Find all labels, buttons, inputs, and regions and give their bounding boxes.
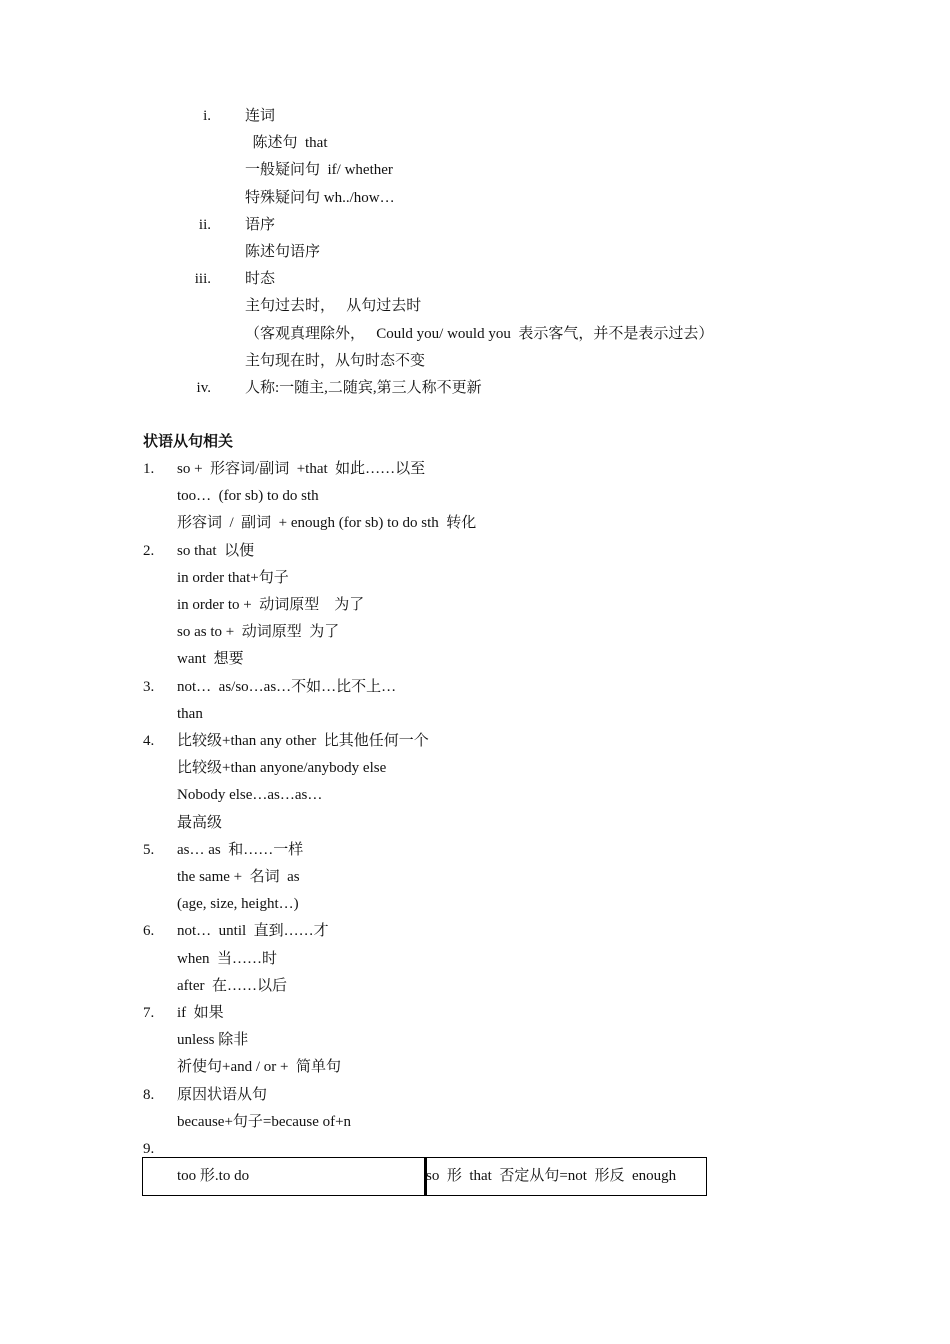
list-line: not… as/so…as…不如…比不上… xyxy=(177,678,397,695)
list-line: when 当……时 xyxy=(177,950,277,967)
list-line: 比较级+than any other 比其他任何一个 xyxy=(177,733,429,749)
list-line: 比较级+than anyone/anybody else xyxy=(177,760,387,777)
list-line: not… until 直到……才 xyxy=(177,923,329,940)
roman-numeral: ii. xyxy=(198,216,211,233)
list-line: 特殊疑问句 wh../how… xyxy=(245,189,395,206)
list-line: want 想要 xyxy=(177,651,244,668)
list-line: 形容词 / 副词 + enough (for sb) to do sth 转化 xyxy=(177,515,477,532)
list-line: Nobody else…as…as… xyxy=(177,787,323,804)
list-line: （客观真理除外， Could you/ would you 表示客气，并不是表示过去） xyxy=(245,325,714,342)
list-number: 9. xyxy=(143,1141,155,1157)
list-line: the same + 名词 as xyxy=(177,869,300,885)
list-line: (age, size, height…) xyxy=(177,896,299,913)
list-number: 8. xyxy=(143,1086,155,1103)
section-title: 连词 xyxy=(245,108,276,124)
list-number: 6. xyxy=(143,923,155,940)
roman-numeral: iv. xyxy=(196,380,211,396)
table-cell-right: so 形 that 否定从句=not 形反 enough xyxy=(426,1168,677,1184)
list-line: 主句过去时， 从句过去时 xyxy=(245,298,422,315)
table-cell-left: too 形.to do xyxy=(177,1168,250,1184)
list-line: 祈使句+and / or + 简单句 xyxy=(177,1059,341,1076)
adverbial-clause-heading: 状语从句相关 xyxy=(143,432,234,450)
roman-numeral: i. xyxy=(203,108,211,124)
list-number: 4. xyxy=(143,733,155,749)
section-title: 语序 xyxy=(245,216,276,233)
section-title: 人称:一随主,二随宾,第三人称不更新 xyxy=(245,380,482,396)
list-line: in order to + 动词原型 为了 xyxy=(177,597,365,613)
list-line: 陈述句 that xyxy=(245,135,328,152)
list-line: unless 除非 xyxy=(177,1032,249,1049)
list-number: 2. xyxy=(143,542,155,559)
roman-numeral: iii. xyxy=(194,271,211,288)
list-number: 5. xyxy=(143,841,155,858)
list-line: 一般疑问句 if/ whether xyxy=(245,162,393,179)
list-number: 1. xyxy=(143,461,155,477)
section-title: 时态 xyxy=(245,271,276,288)
list-line: 陈述句语序 xyxy=(245,244,321,260)
list-line: as… as 和……一样 xyxy=(177,841,304,858)
list-line: 主句现在时，从句时态不变 xyxy=(245,352,426,369)
list-line: too… (for sb) to do sth xyxy=(177,488,319,505)
list-line: 原因状语从句 xyxy=(177,1086,268,1103)
list-line: so as to + 动词原型 为了 xyxy=(177,624,340,641)
list-line: so that 以便 xyxy=(177,542,255,559)
list-line: in order that+句子 xyxy=(177,569,289,586)
list-number: 7. xyxy=(143,1005,155,1021)
list-line: if 如果 xyxy=(177,1005,224,1021)
list-line: because+句子=because of+n xyxy=(177,1113,352,1130)
list-number: 3. xyxy=(143,678,155,695)
list-line: so + 形容词/副词 +that 如此……以至 xyxy=(177,461,426,477)
list-line: 最高级 xyxy=(177,814,223,831)
list-line: after 在……以后 xyxy=(177,977,287,994)
list-line: than xyxy=(177,705,203,722)
